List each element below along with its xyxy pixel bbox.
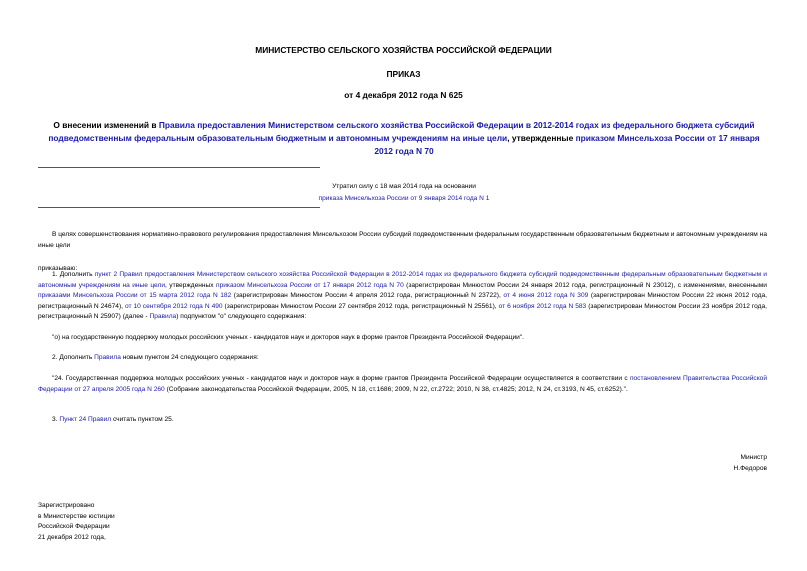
link-rules-item-2[interactable]: пункт 2 Правил предоставления Министерством сельского хозяйства Российской Федерации в 2012-2014 годах из федерального бюджета субсидий подведомственным федеральным образовательным бюджетным и автономным учреждениям на иные цели [38,271,767,289]
text: 2. Дополнить [52,354,95,361]
text: (зарегистрирован Минюстом России 27 сентября 2012 года, регистрационный N 25561), [222,302,499,310]
title-text-pre: О внесении изменений в [53,120,159,130]
paragraph-subitem-o: "о) на государственную поддержку молодых российских ученых - кандидатов наук и докторов наук в форме грантов Президента Российской Федерации". [52,334,525,341]
title-text-mid: , утвержденные [507,133,576,143]
link-resolution-260[interactable]: постановлением Правительства Российской Федерации от 27 апреля 2005 года N 260 [38,375,767,393]
title-link-rules[interactable]: Правила предоставления Министерством сельского хозяйства Российской Федерации в 2012-2014 годах из федерального бюджета субсидий подведомственным федеральным образовательным бюджетным и автономным учреждениям на иные цели [48,120,755,143]
text: (зарегистрирован Минюстом России 22 июня 2012 года, регистрационный N 24674), [38,292,767,310]
text: , утвержденных [165,281,216,289]
divider-top [38,167,320,168]
paragraph-item-1 [38,270,767,323]
status-note-text: Утратил силу с 18 мая 2014 года на основании [332,183,476,190]
text: (зарегистрирован Минюстом России 23 ноября 2012 года, регистрационный N 25907) (далее - [38,302,768,321]
status-note [300,181,508,205]
paragraph-preamble: В целях совершенствования нормативно-правового регулирования предоставления Минсельхозом России субсидий подведомственным федеральным государственным образовательным бюджетным и автономным учреждениям на иные цели [38,231,767,249]
document-title [48,119,760,158]
registration-line-1: Зарегистрировано [38,502,95,509]
link-rules-2[interactable]: Правила [94,354,121,361]
text: "24. Государственная поддержка молодых российских ученых - кандидатов наук и докторов наук в форме грантов Президента Российской Федерации осуществляется в соответствии с [52,375,630,382]
link-order-490[interactable]: от 10 сентября 2012 года N 490 [124,302,223,310]
signature-block [734,453,767,474]
link-item-24-rules[interactable]: Пункт 24 Правил [59,416,112,423]
registration-block [38,501,115,543]
registration-line-2: в Министерстве юстиции [38,512,115,520]
title-link-order-70[interactable]: приказом Минсельхоза России от 17 января 2012 года N 70 [374,133,760,156]
link-order-583[interactable]: от 6 ноября 2012 года N 583 [498,302,587,310]
signature-name: Н.Федоров [733,464,767,472]
text: (Собрание законодательства Российской Федерации, 2005, N 18, ст.1686; 2009, N 22, ст.2722; 2010, N 38, ст.4825; 2012, N 24, ст.3193, N 45, ст.6252).". [164,385,628,393]
paragraph-item-3 [38,415,767,426]
text: считать пунктом 25. [111,416,174,423]
paragraph-item-24 [38,374,767,395]
text: (зарегистрирован Минюстом России 4 апреля 2012 года, регистрационный N 23722), [231,292,504,300]
divider-bottom [38,207,320,208]
text: 1. Дополнить [52,271,95,278]
ministry-heading: МИНИСТЕРСТВО СЕЛЬСКОГО ХОЗЯЙСТВА РОССИЙСКОЙ ФЕДЕРАЦИИ [255,45,552,55]
order-heading: ПРИКАЗ [386,69,421,79]
order-date: от 4 декабря 2012 года N 625 [344,90,463,100]
text: (зарегистрирован Минюстом России 24 января 2012 года, регистрационный N 23012), с изменениями, внесенными [403,281,767,289]
link-order-182[interactable]: приказами Минсельхоза России от 15 марта 2012 года N 182 [38,292,232,300]
text: ) подпунктом "о" следующего содержания: [176,313,307,321]
text: 3. [52,416,60,423]
registration-line-3: Российской Федерации [38,523,110,531]
link-rules[interactable]: Правила [149,313,177,321]
paragraph-order-word: приказываю: [38,265,78,272]
link-order-309[interactable]: от 4 июня 2012 года N 309 [503,292,589,300]
signature-position: Министр [740,454,767,461]
status-note-link[interactable]: приказа Минсельхоза России от 9 января 2014 года N 1 [318,195,490,202]
registration-line-4: 21 декабря 2012 года, [38,533,106,541]
link-order-70[interactable]: приказом Минсельхоза России от 17 января 2012 года N 70 [216,281,404,289]
text: новым пунктом 24 следующего содержания: [120,354,259,361]
paragraph-item-2 [38,353,767,364]
